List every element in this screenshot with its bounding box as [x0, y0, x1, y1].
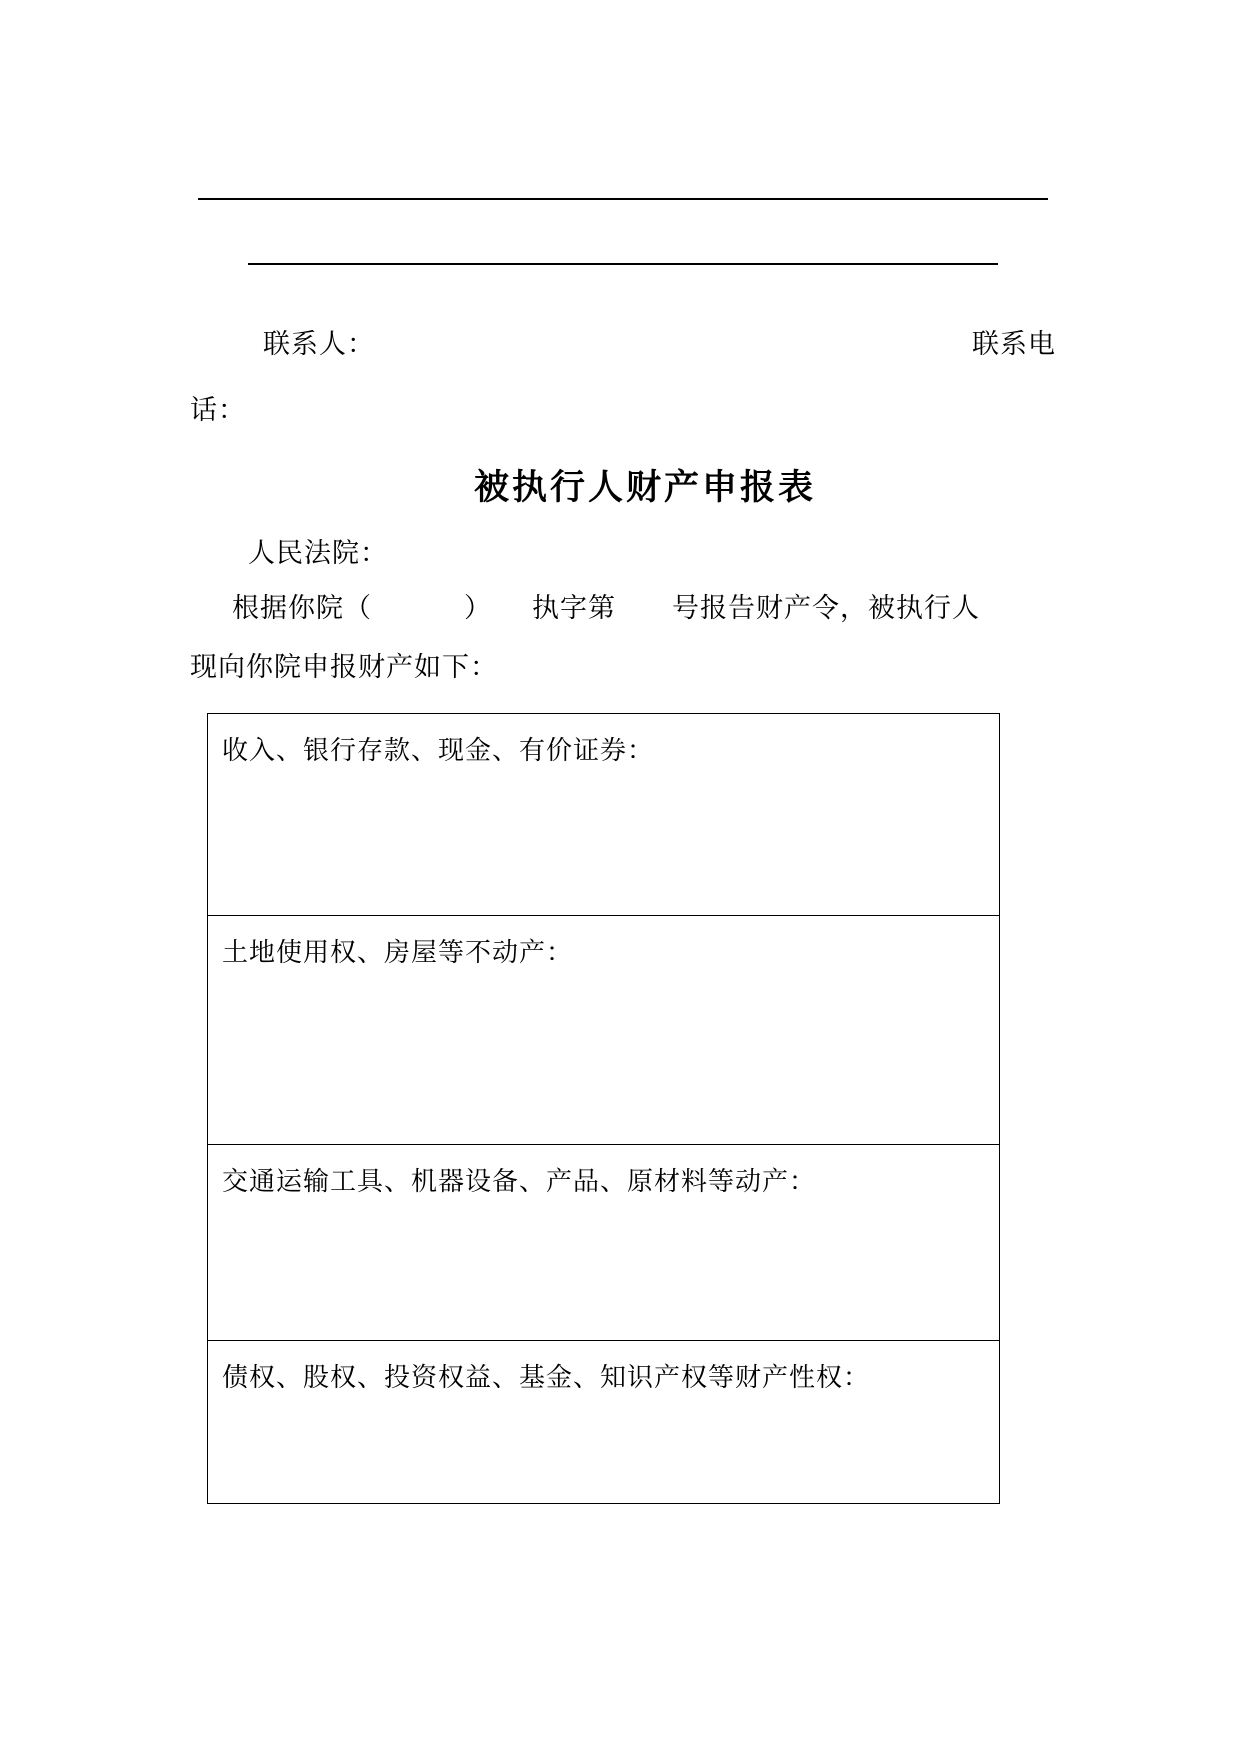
document-title	[0, 467, 1240, 509]
table-row	[208, 714, 1000, 916]
body-seg-order: 号报告财产令，被执行人	[672, 593, 980, 624]
top-rule-short	[248, 263, 998, 265]
court-line: 人民法院：	[248, 538, 388, 569]
body-paragraph-line-1	[232, 592, 980, 626]
asset-declaration-table	[207, 713, 1000, 1504]
asset-cell-property-rights[interactable]	[208, 1341, 1000, 1504]
body-seg-paren: ）	[464, 593, 492, 624]
asset-cell-label: 土地使用权、房屋等不动产：	[222, 938, 574, 968]
asset-cell-label: 交通运输工具、机器设备、产品、原材料等动产：	[222, 1167, 817, 1197]
contact-phone-label-end: 话：	[190, 395, 246, 426]
asset-cell-label: 债权、股权、投资权益、基金、知识产权等财产性权：	[222, 1363, 871, 1393]
top-rule-long	[198, 198, 1048, 200]
body-seg-according: 根据你院（	[232, 593, 372, 624]
asset-cell-income-deposits[interactable]	[208, 714, 1000, 916]
body-seg-case-type: 执字第	[532, 593, 616, 624]
asset-cell-movable-property[interactable]	[208, 1145, 1000, 1341]
asset-cell-label: 收入、银行存款、现金、有价证券：	[222, 736, 655, 766]
asset-cell-real-estate[interactable]	[208, 916, 1000, 1145]
body-paragraph-line-2: 现向你院申报财产如下：	[190, 652, 498, 683]
table-row	[208, 916, 1000, 1145]
table-row	[208, 1341, 1000, 1504]
document-title-text: 被执行人财产申报表	[473, 467, 816, 508]
table-row	[208, 1145, 1000, 1341]
contact-person-label: 联系人：	[263, 329, 375, 360]
contact-phone-label-start: 联系电	[972, 329, 1056, 360]
